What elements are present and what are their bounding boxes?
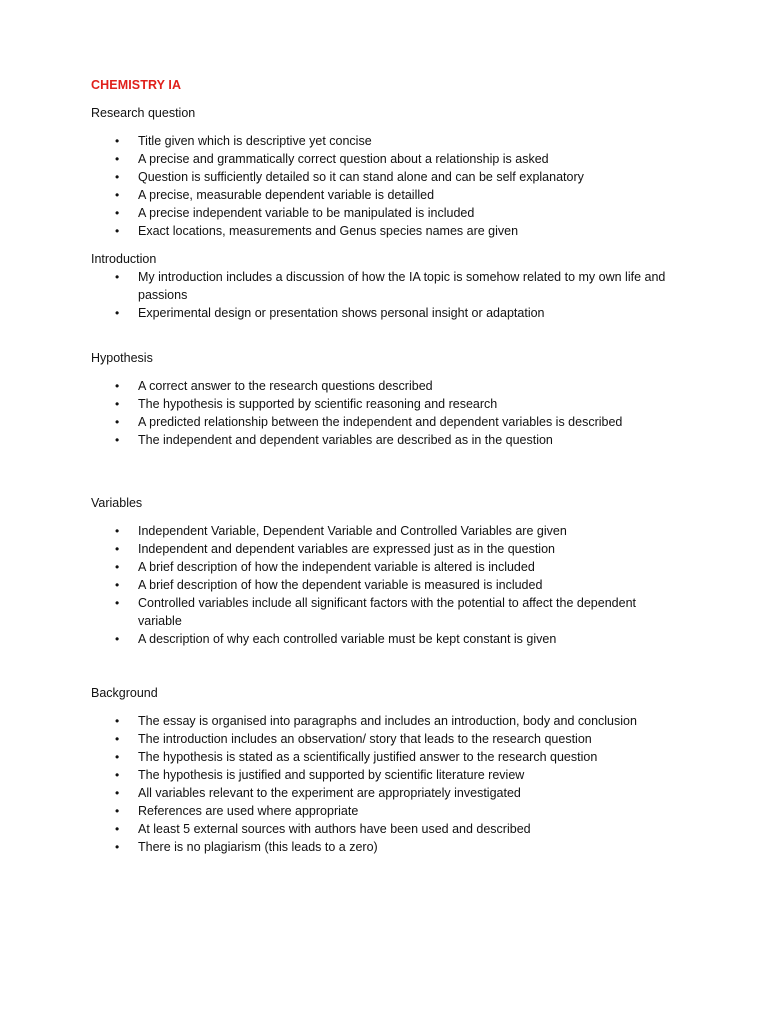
list-item: • The hypothesis is justified and supported by scientific literature review: [115, 768, 525, 782]
list-item: • Question is sufficiently detailed so it can stand alone and can be self explanatory: [115, 170, 584, 184]
bullet-icon: •: [115, 152, 120, 166]
bullet-icon: •: [115, 560, 120, 574]
list-item: • A precise and grammatically correct question about a relationship is asked: [115, 152, 549, 166]
list-item: • The hypothesis is supported by scientific reasoning and research: [115, 397, 498, 411]
section-research-question: [91, 104, 711, 240]
list-item: • Independent Variable, Dependent Variable and Controlled Variables are given: [115, 524, 567, 538]
list-item: • References are used where appropriate: [115, 804, 359, 818]
list-item: • A precise independent variable to be manipulated is included: [115, 206, 475, 220]
bullet-icon: •: [115, 524, 120, 538]
bullet-icon: •: [115, 379, 120, 393]
bullet-icon: •: [115, 768, 120, 782]
checklist: [91, 268, 711, 322]
bullet-icon: •: [115, 188, 120, 202]
list-item: • The independent and dependent variables are described as in the question: [115, 433, 553, 447]
list-item: • My introduction includes a discussion of how the IA topic is somehow related to my own life and passions: [115, 270, 666, 302]
list-item: • A predicted relationship between the independent and dependent variables is described: [115, 415, 623, 429]
document-title: CHEMISTRY IA: [91, 78, 182, 92]
bullet-icon: •: [115, 415, 120, 429]
bullet-icon: •: [115, 433, 120, 447]
bullet-icon: •: [115, 840, 120, 854]
bullet-icon: •: [115, 206, 120, 220]
bullet-icon: •: [115, 596, 120, 610]
list-item: • A precise, measurable dependent variable is detailled: [115, 188, 435, 202]
section-heading: Background: [91, 686, 158, 700]
bullet-icon: •: [115, 270, 120, 284]
list-item: • Exact locations, measurements and Genus species names are given: [115, 224, 519, 238]
section-heading: Hypothesis: [91, 351, 153, 365]
bullet-icon: •: [115, 542, 120, 556]
list-item: • Experimental design or presentation shows personal insight or adaptation: [115, 306, 545, 320]
list-item: • There is no plagiarism (this leads to a zero): [115, 840, 378, 854]
bullet-icon: •: [115, 822, 120, 836]
bullet-icon: •: [115, 170, 120, 184]
section-background: [91, 684, 711, 856]
bullet-icon: •: [115, 397, 120, 411]
bullet-icon: •: [115, 134, 120, 148]
bullet-icon: •: [115, 632, 120, 646]
list-item: • All variables relevant to the experiment are appropriately investigated: [115, 786, 521, 800]
section-heading: Variables: [91, 496, 143, 510]
section-heading: Research question: [91, 106, 196, 120]
section-introduction: [91, 250, 711, 322]
bullet-icon: •: [115, 714, 120, 728]
list-item: • Controlled variables include all significant factors with the potential to affect the dependent variable: [115, 596, 636, 628]
section-hypothesis: [91, 349, 711, 449]
list-item: • Independent and dependent variables are expressed just as in the question: [115, 542, 555, 556]
list-item: • The introduction includes an observation/ story that leads to the research question: [115, 732, 592, 746]
list-item: • A correct answer to the research questions described: [115, 379, 433, 393]
checklist: [91, 377, 711, 449]
checklist: [91, 522, 711, 648]
section-heading: Introduction: [91, 252, 157, 266]
bullet-icon: •: [115, 732, 120, 746]
list-item: • Title given which is descriptive yet concise: [115, 134, 372, 148]
bullet-icon: •: [115, 804, 120, 818]
list-item: • The essay is organised into paragraphs and includes an introduction, body and conclusion: [115, 714, 637, 728]
bullet-icon: •: [115, 224, 120, 238]
checklist: [91, 132, 711, 240]
list-item: • A brief description of how the dependent variable is measured is included: [115, 578, 543, 592]
checklist: [91, 712, 711, 856]
section-variables: [91, 494, 711, 648]
bullet-icon: •: [115, 306, 120, 320]
bullet-icon: •: [115, 750, 120, 764]
bullet-icon: •: [115, 786, 120, 800]
list-item: • A brief description of how the independent variable is altered is included: [115, 560, 535, 574]
list-item: • The hypothesis is stated as a scientifically justified answer to the research question: [115, 750, 598, 764]
list-item: • At least 5 external sources with authors have been used and described: [115, 822, 531, 836]
bullet-icon: •: [115, 578, 120, 592]
list-item: • A description of why each controlled variable must be kept constant is given: [115, 632, 557, 646]
